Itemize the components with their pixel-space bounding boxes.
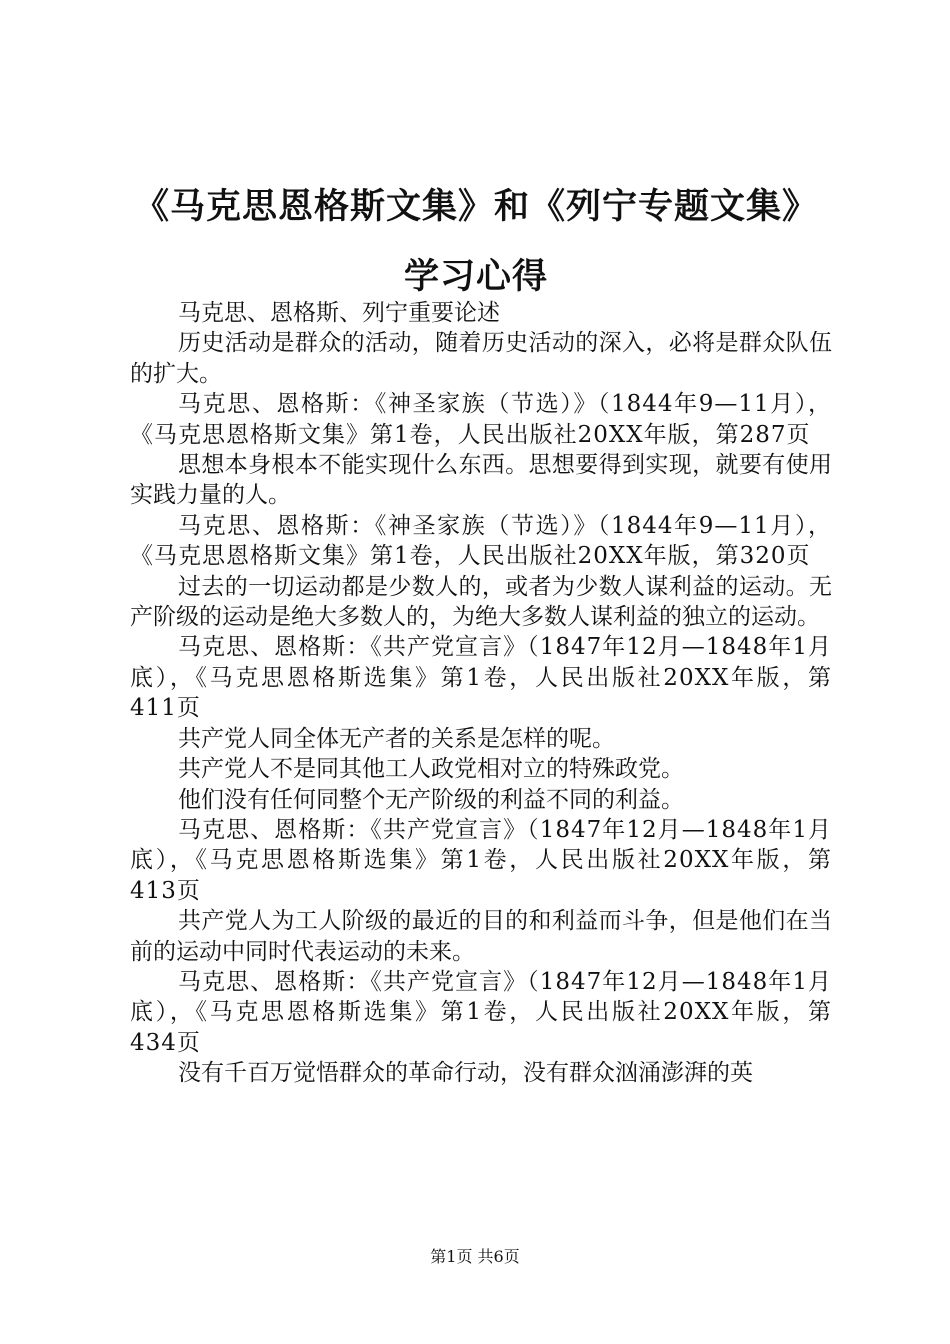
quote-paragraph: 共产党人为工人阶级的最近的目的和利益而斗争，但是他们在当前的运动中同时代表运动的未来。 xyxy=(130,908,832,965)
document-title: 《马克思恩格斯文集》和《列宁专题文集》学习心得 xyxy=(133,186,818,297)
quote-paragraph: 历史活动是群众的活动，随着历史活动的深入，必将是群众队伍的扩大。 xyxy=(130,330,832,387)
document-body xyxy=(130,298,832,1089)
citation-paragraph: 马克思、恩格斯：《神圣家族（节选）》（1844年9—11月），《马克思恩格斯文集》第1卷，人民出版社20XX年版，第287页 xyxy=(130,391,832,448)
citation-paragraph: 马克思、恩格斯：《共产党宣言》（1847年12月—1848年1月底），《马克思恩格斯选集》第1卷，人民出版社20XX年版，第434页 xyxy=(130,968,832,1056)
quote-paragraph: 没有千百万觉悟群众的革命行动，没有群众汹涌澎湃的英 xyxy=(178,1060,753,1087)
citation-paragraph: 马克思、恩格斯：《共产党宣言》（1847年12月—1848年1月底），《马克思恩格斯选集》第1卷，人民出版社20XX年版，第411页 xyxy=(130,634,832,722)
quote-paragraph: 过去的一切运动都是少数人的，或者为少数人谋利益的运动。无产阶级的运动是绝大多数人的，为绝大多数人谋利益的独立的运动。 xyxy=(130,573,832,631)
citation-paragraph: 马克思、恩格斯：《共产党宣言》（1847年12月—1848年1月底），《马克思恩格斯选集》第1卷，人民出版社20XX年版，第413页 xyxy=(130,816,832,904)
citation-paragraph: 马克思、恩格斯：《神圣家族（节选）》（1844年9—11月），《马克思恩格斯文集》第1卷，人民出版社20XX年版，第320页 xyxy=(130,512,832,570)
quote-paragraph: 共产党人同全体无产者的关系是怎样的呢。 xyxy=(178,725,615,752)
section-heading: 马克思、恩格斯、列宁重要论述 xyxy=(178,300,500,326)
quote-paragraph: 他们没有任何同整个无产阶级的利益不同的利益。 xyxy=(178,786,684,813)
quote-paragraph: 思想本身根本不能实现什么东西。思想要得到实现，就要有使用实践力量的人。 xyxy=(130,452,832,509)
quote-paragraph: 共产党人不是同其他工人政党相对立的特殊政党。 xyxy=(178,756,684,783)
page-number-footer: 第1页 共6页 xyxy=(430,1247,520,1266)
